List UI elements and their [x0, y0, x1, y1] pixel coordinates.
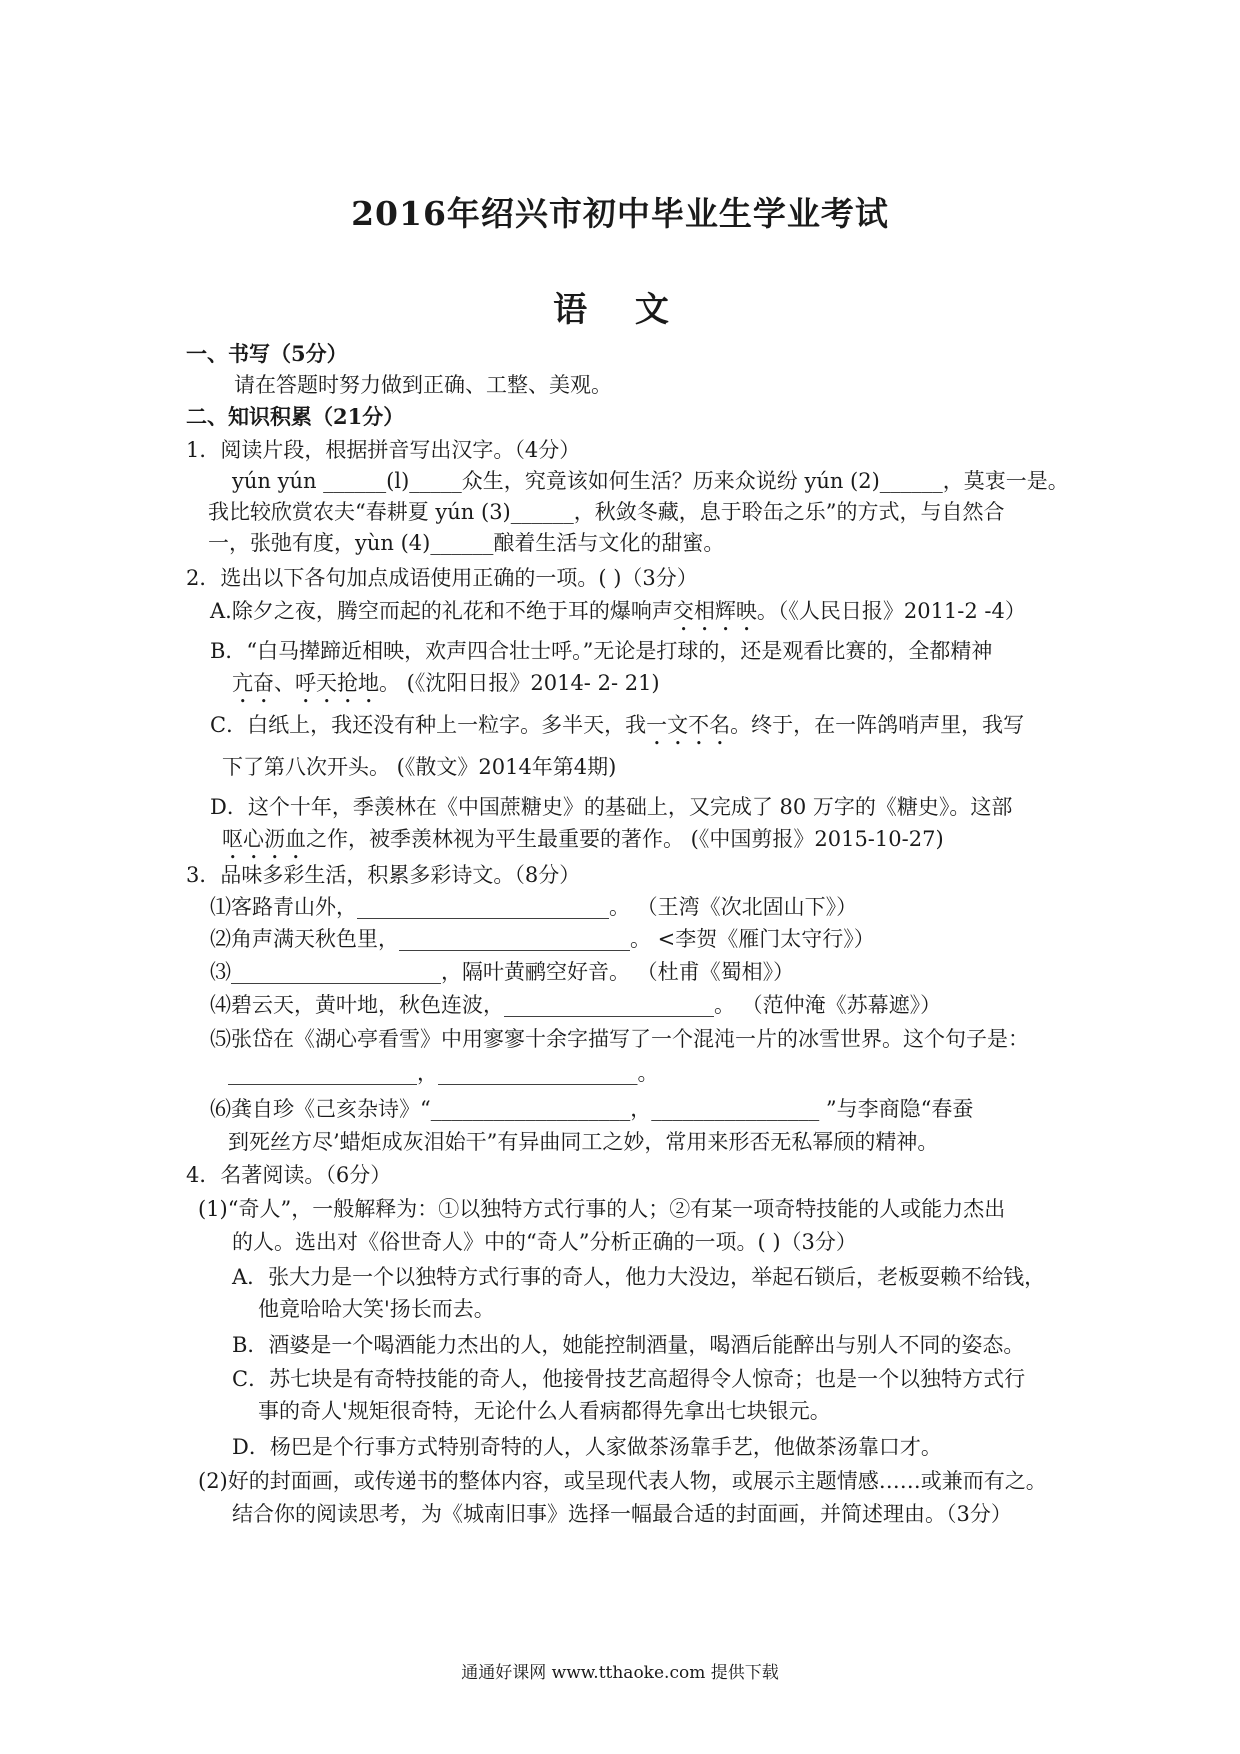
q2-stem: 2．选出以下各句加点成语使用正确的一项。( )（3分）: [186, 566, 698, 590]
q2-c-text: C．白纸上，我还没有种上一粒字。多半天，我: [210, 713, 647, 737]
q4-sub2: (2)好的封面画，或传递书的整体内容，或呈现代表人物，或展示主题情感……或兼而有之。: [198, 1469, 1047, 1493]
q3-poem-line: __________________，___________________。: [228, 1061, 659, 1085]
q4-sub2-cont: 结合你的阅读思考，为《城南旧事》选择一幅最合适的封面画，并简述理由。（3分）: [232, 1502, 1012, 1526]
q2-d-idiom: 呕心沥血: [222, 827, 306, 851]
q2-option-b: B．“白马撵蹄近相映，欢声四合壮士呼。”无论是打球的，还是观看比赛的，全都精神: [210, 639, 993, 663]
q2-a-source: 。（《人民日报》2011-2 -4）: [756, 599, 1026, 623]
footer-credit: 通通好课网 www.tthaoke.com 提供下载: [461, 1663, 779, 1683]
q3-poem-line: ⑶____________________，隔叶黄鹂空好音。 （杜甫《蜀相》）: [210, 960, 795, 984]
q4-sub1: (1)“奇人”，一般解释为：①以独特方式行事的人；②有某一项奇特技能的人或能力杰出: [198, 1197, 1006, 1221]
exam-title: 2016年绍兴市初中毕业生学业考试: [351, 194, 889, 233]
q3-stem: 3．品味多彩生活，积累多彩诗文。（8分）: [186, 863, 581, 887]
q2-option-a: [210, 596, 1026, 636]
section1-heading: 一、书写（5分）: [186, 341, 348, 366]
q4-option-a-cont: 他竟哈哈大笑'扬长而去。: [258, 1297, 495, 1321]
section2-heading: 二、知识积累（21分）: [186, 404, 405, 429]
q3-poem-line: ⑵角声满天秋色里，______________________。 <李贺《雁门太守行》）: [210, 927, 875, 951]
q4-sub1-cont: 的人。选出对《俗世奇人》中的“奇人”分析正确的一项。( )（3分）: [232, 1230, 857, 1254]
q3-poem-line: ⑹龚自珍《己亥杂诗》“___________________，________________ ”与李商隐“春蚕: [210, 1097, 974, 1121]
q2-b-idiom: 亢奋、呼天抢地: [232, 671, 379, 695]
q3-poem-line: ⑸张岱在《湖心亭看雪》中用寥寥十余字描写了一个混沌一片的冰雪世界。这个句子是：: [210, 1027, 1029, 1051]
q4-option-d: D．杨巴是个行事方式特别奇特的人，人家做茶汤靠手艺，他做茶汤靠口才。: [232, 1435, 942, 1459]
q2-option-c: [210, 710, 1024, 750]
q2-c-idiom: 一文不名: [646, 713, 731, 737]
q2-d-source: 之作，被季羡林视为平生最重要的著作。 (《中国剪报》2015-10-27): [306, 827, 944, 851]
q2-b-source: 。 (《沈阳日报》2014- 2- 21): [379, 671, 660, 695]
q2-option-c-cont: 下了第八次开头。 (《散文》2014年第4期): [222, 755, 617, 779]
q1-line: 一，张弛有度，yùn (4)______酿着生活与文化的甜蜜。: [208, 531, 725, 555]
q2-option-b-cont: [232, 668, 660, 708]
q2-c-text-end: 。终于，在一阵鸽哨声里，我写: [730, 713, 1025, 737]
q2-option-d-cont: [222, 824, 944, 864]
subject-title: 语 文: [553, 290, 687, 330]
q4-stem: 4．名著阅读。（6分）: [186, 1163, 392, 1187]
q1-line: yún yún ______(l)_____众生，究竟该如何生活？历来众说纷 yún (2)______，莫衷一是。: [232, 469, 1069, 493]
q2-a-text: A.除夕之夜，腾空而起的礼花和不绝于耳的爆响声: [210, 599, 673, 623]
q3-poem-line: 到死丝方尽’蜡炬成灰泪始干”有异曲同工之妙，常用来形否无私幂颀的精神。: [228, 1130, 939, 1154]
q4-option-b: B．酒婆是一个喝酒能力杰出的人，她能控制酒量，喝酒后能醉出与别人不同的姿态。: [232, 1333, 1025, 1357]
q2-a-idiom: 交相辉映: [672, 599, 757, 623]
q1-stem: 1．阅读片段，根据拼音写出汉字。（4分）: [186, 438, 581, 462]
q4-option-a: A．张大力是一个以独特方式行事的奇人，他力大没边，举起石锁后，老板耍赖不给钱，: [232, 1265, 1046, 1289]
q3-poem-line: ⑴客路青山外，________________________。 （王湾《次北固山下》）: [210, 895, 858, 919]
q3-poem-line: ⑷碧云天，黄叶地，秋色连波，____________________。 （范仲淹《苏幕遮》）: [210, 993, 942, 1017]
section1-text: 请在答题时努力做到正确、工整、美观。: [234, 373, 612, 397]
q1-line: 我比较欣赏农夫“春耕夏 yún (3)______，秋敛冬藏，息于聆缶之乐”的方式，与自然合: [208, 500, 1005, 524]
q4-option-c: C．苏七块是有奇特技能的奇人，他接骨技艺高超得令人惊奇；也是一个以独特方式行: [232, 1367, 1026, 1391]
q2-option-d: D．这个十年，季羡林在《中国蔗糖史》的基础上，又完成了 80 万字的《糖史》。这部: [210, 795, 1013, 819]
q4-option-c-cont: 事的奇人'规矩很奇特，无论什么人看病都得先拿出七块银元。: [258, 1399, 831, 1423]
